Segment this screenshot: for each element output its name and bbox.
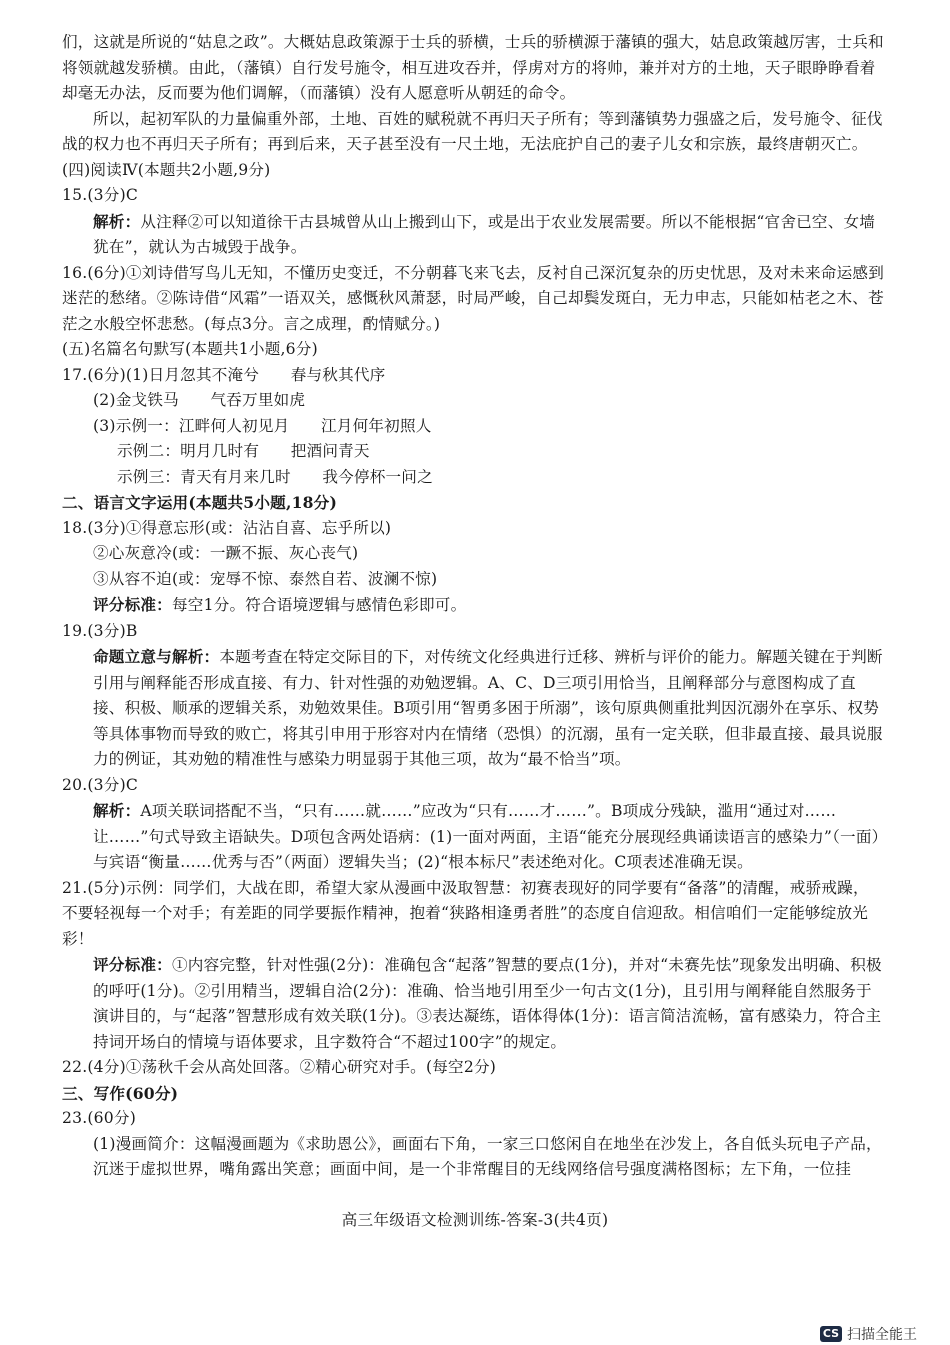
part-heading-writing: 三、写作(60分) <box>62 1083 179 1103</box>
explanation-q15 <box>62 209 884 261</box>
scoring-q21 <box>62 952 884 1055</box>
answer-q21: 21.(5分)示例：同学们，大战在即，希望大家从漫画中汲取智慧：初赛表现好的同学要有“备落”的清醒，戒骄戒躁，不要轻视每一个对手；有差距的同学要振作精神，抱着“狭路相逢勇者胜”的态度自信迎敌。相信咱们一定能够绽放光彩！ <box>62 878 869 948</box>
answer-q17-2: (2)金戈铁马 气吞万里如虎 <box>93 391 306 409</box>
answer-q18-3: ③从容不迫(或：宠辱不惊、泰然自若、波澜不惊) <box>93 569 438 588</box>
explanation-label: 解析： <box>93 801 141 820</box>
scoring-text: ①内容完整，针对性强(2分)：准确包含“起落”智慧的要点(1分)，并对“未赛先怯”现象发出明确、积极的呼吁(1分)。②引用精当，逻辑自洽(2分)：准确、恰当地引用至少一句古文(1分)，且引用与阐释能自然服务于演讲目的，与“起落”智慧形成有效关联(1分)。③表达凝练，语体得体(1分)：语言简洁流畅，富有感染力，符合主持词开场白的情境与语体要求，且字数符合“不超过100字”的规定。 <box>93 956 882 1051</box>
explanation-label: 解析： <box>93 211 141 231</box>
answer-q18-1: 18.(3分)①得意忘形(或：沾沾自喜、忘乎所以) <box>62 518 392 537</box>
scoring-label: 评分标准： <box>93 595 172 614</box>
explanation-q19 <box>62 644 884 773</box>
answer-q22: 22.(4分)①荡秋千会从高处回落。②精心研究对手。(每空2分) <box>62 1058 497 1076</box>
answer-q17-1: 17.(6分)(1)日月忽其不淹兮 春与秋其代序 <box>62 365 386 384</box>
explanation-label: 命题立意与解析： <box>93 647 220 666</box>
answer-q17-3: (3)示例一：江畔何人初见月 江月何年初照人 <box>93 416 432 435</box>
scanner-logo-icon: CS <box>820 1326 842 1342</box>
answer-q15: 15.(3分)C <box>62 186 139 204</box>
answer-q18-2: ②心灰意冷(或：一蹶不振、灰心丧气) <box>93 544 359 562</box>
page-footer: 高三年级语文检测训练-答案-3(共4页) <box>341 1211 609 1229</box>
paragraph-conclusion: 所以，起初军队的力量偏重外部，土地、百姓的赋税就不再归天子所有；等到藩镇势力强盛之后，发号施令、征伐战的权力也不再归天子所有；再到后来，天子甚至没有一尺土地，无法庇护自己的妻子儿女和宗族，最终唐朝灭亡。 <box>62 109 883 153</box>
answer-q19: 19.(3分)B <box>62 621 138 640</box>
scoring-text: 每空1分。符合语境逻辑与感情色彩即可。 <box>171 596 467 614</box>
section-heading-reading-4: (四)阅读Ⅳ(本题共2小题,9分) <box>62 160 271 179</box>
answer-q20: 20.(3分)C <box>62 775 139 794</box>
explanation-text: A项关联词搭配不当，“只有……就……”应改为“只有……才……”。B项成分残缺，滥用“通过对……让……”句式导致主语缺失。D项包含两处语病：(1)一面对两面，主语“能充分展现经典诵读语言的感染力”（一面）与宾语“衡量……优秀与否”（两面）逻辑失当；(2)“根本标尺”表述绝对化。C项表述准确无误。 <box>93 802 880 871</box>
answer-q17-3-example3: 示例三：青天有月来几时 我今停杯一问之 <box>117 467 433 486</box>
explanation-text: 本题考查在特定交际目的下，对传统文化经典进行迁移、辨析与评价的能力。解题关键在于判断引用与阐释能否形成直接、有力、针对性强的劝勉逻辑。A、C、D三项引用恰当，且阐释部分与意图构成了直接、积极、顺承的逻辑关系，劝勉效果佳。B项引用“智勇多困于所溺”，该句原典侧重批判因沉溺外在享乐、权势等具体事物而导致的败亡，将其引申用于形容对内在情绪（恐惧）的沉溺，虽有一定关联，但非最直接、最具说服力的例证，其劝勉的精准性与感染力明显弱于其他三项，故为“最不恰当”项。 <box>93 648 883 768</box>
scanner-watermark-text: 扫描全能王 <box>847 1327 917 1343</box>
explanation-q20 <box>62 798 884 876</box>
paragraph-continuation: 们，这就是所说的“姑息之政”。大概姑息政策源于士兵的骄横，士兵的骄横源于藩镇的强大，姑息政策越厉害，士兵和将领就越发骄横。由此，（藩镇）自行发号施令，相互进攻吞并，俘虏对方的将帅，兼并对方的土地，天子眼睁睁看着却毫无办法，反而要为他们调解，（而藩镇）没有人愿意听从朝廷的命令。 <box>62 33 884 102</box>
part-heading-language: 二、语言文字运用(本题共5小题,18分) <box>62 493 338 512</box>
answer-q16: 16.(6分)①刘诗借写鸟儿无知，不懂历史变迁，不分朝暮飞来飞去，反衬自己深沉复杂的历史忧思，及对未来命运感到迷茫的愁绪。②陈诗借“风霜”一语双关，感慨秋风萧瑟，时局严峻，自己却鬓发斑白，无力申志，只能如枯老之木、苍茫之水般空怀悲愁。(每点3分。言之成理，酌情赋分。) <box>62 263 884 333</box>
answer-q17-3-example2: 示例二：明月几时有 把酒问青天 <box>117 442 370 460</box>
answer-q23: 23.(60分) <box>62 1109 137 1127</box>
scoring-label: 评分标准： <box>93 955 172 974</box>
explanation-text: 从注释②可以知道徐干古县城曾从山上搬到山下，或是出于农业发展需要。所以不能根据“官舍已空、女墙犹在”，就认为古城毁于战争。 <box>93 212 876 256</box>
section-heading-dictation: (五)名篇名句默写(本题共1小题,6分) <box>62 340 318 358</box>
scoring-q18 <box>62 592 884 619</box>
page-content <box>62 30 884 1183</box>
comic-summary-q23: (1)漫画简介：这幅漫画题为《求助恩公》，画面右下角，一家三口悠闲自在地坐在沙发上，各自低头玩电子产品，沉迷于虚拟世界，嘴角露出笑意；画面中间，是一个非常醒目的无线网络信号强度满格图标；左下角，一位挂 <box>93 1134 882 1178</box>
scanner-watermark <box>820 1322 950 1345</box>
